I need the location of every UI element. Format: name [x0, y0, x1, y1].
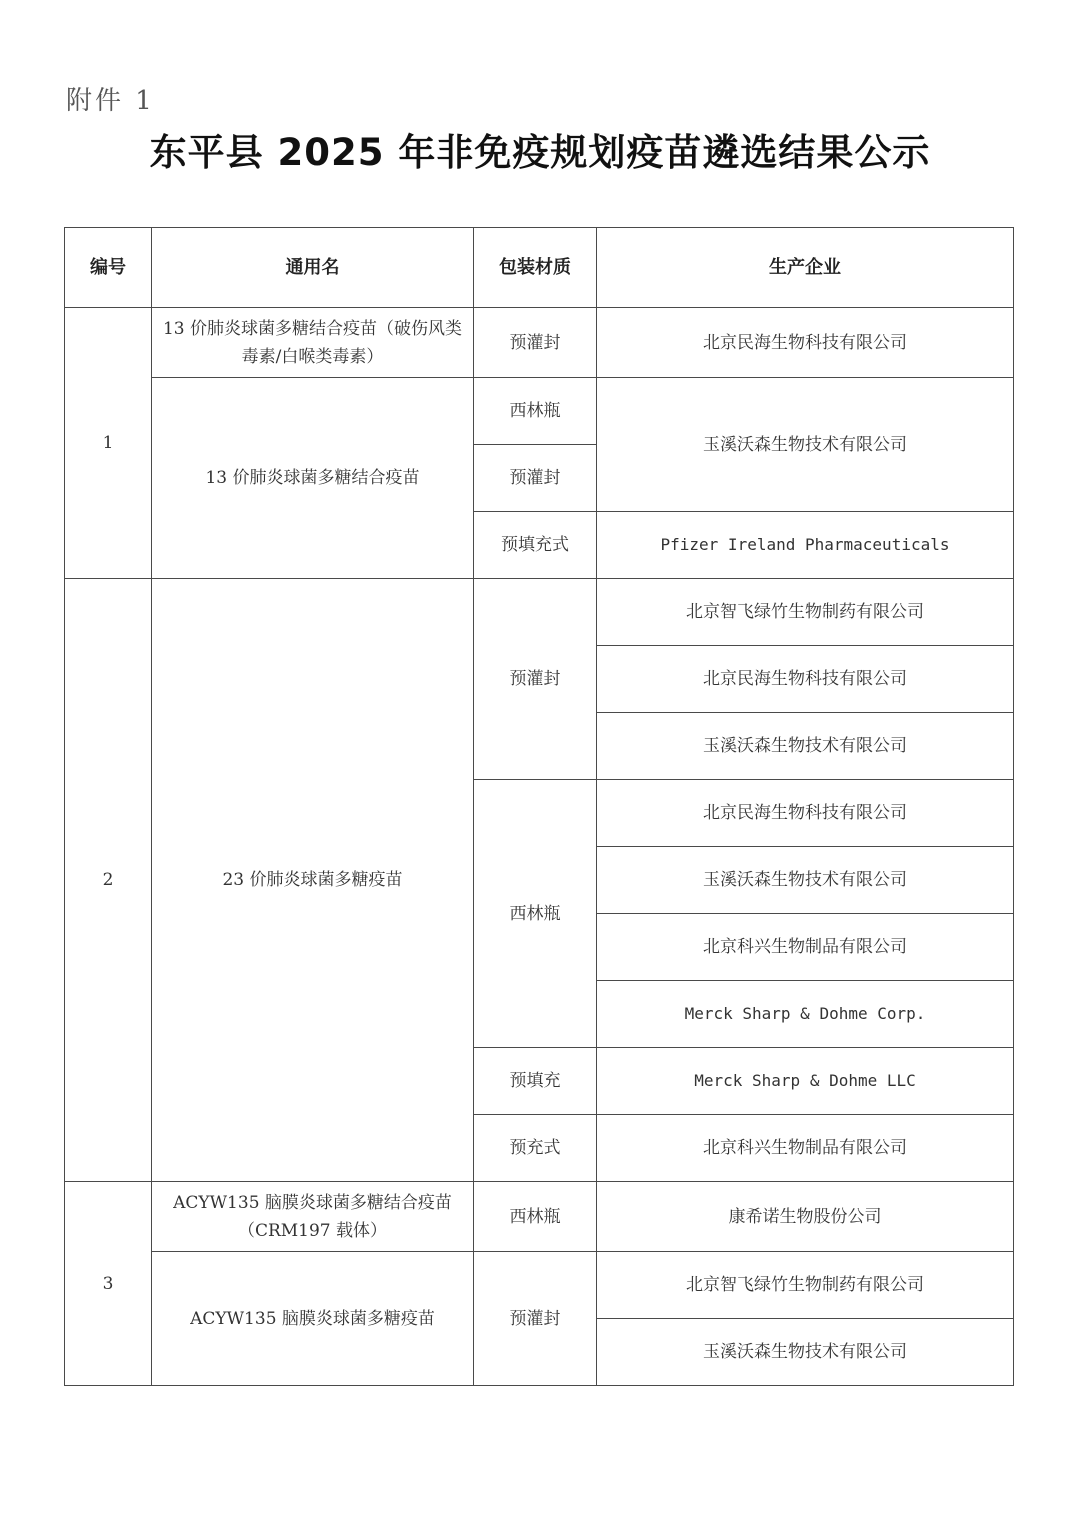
vaccine-selection-table [64, 227, 1014, 1386]
packaging-cell: 预灌封 [474, 445, 597, 512]
packaging-cell: 西林瓶 [474, 780, 597, 1048]
packaging-cell: 预充式 [474, 1115, 597, 1182]
manufacturer-cell: Pfizer Ireland Pharmaceuticals [597, 512, 1014, 579]
manufacturer-cell: 北京智飞绿竹生物制药有限公司 [597, 579, 1014, 646]
table-row [65, 1252, 1014, 1319]
table-row [65, 308, 1014, 378]
attachment-label: 附件 1 [66, 86, 155, 116]
manufacturer-cell: 北京民海生物科技有限公司 [597, 646, 1014, 713]
packaging-cell: 预灌封 [474, 308, 597, 378]
packaging-cell: 预填充式 [474, 512, 597, 579]
manufacturer-cell: Merck Sharp & Dohme Corp. [597, 981, 1014, 1048]
row-number: 2 [65, 579, 152, 1182]
manufacturer-cell: 北京科兴生物制品有限公司 [597, 914, 1014, 981]
header-number: 编号 [65, 228, 152, 308]
row-number: 3 [65, 1182, 152, 1386]
row-number: 1 [65, 308, 152, 579]
packaging-cell: 预灌封 [474, 1252, 597, 1386]
generic-name-cell: ACYW135 脑膜炎球菌多糖结合疫苗（CRM197 载体） [152, 1182, 474, 1252]
manufacturer-cell: 北京科兴生物制品有限公司 [597, 1115, 1014, 1182]
packaging-cell: 西林瓶 [474, 1182, 597, 1252]
manufacturer-cell: 北京智飞绿竹生物制药有限公司 [597, 1252, 1014, 1319]
table-row [65, 378, 1014, 445]
generic-name-cell: ACYW135 脑膜炎球菌多糖疫苗 [152, 1252, 474, 1386]
packaging-cell: 预灌封 [474, 579, 597, 780]
page-title: 东平县 2025 年非免疫规划疫苗遴选结果公示 [149, 131, 931, 174]
manufacturer-cell: 玉溪沃森生物技术有限公司 [597, 713, 1014, 780]
header-manufacturer: 生产企业 [597, 228, 1014, 308]
manufacturer-cell: 玉溪沃森生物技术有限公司 [597, 378, 1014, 512]
table-row [65, 579, 1014, 646]
packaging-cell: 西林瓶 [474, 378, 597, 445]
manufacturer-cell: 玉溪沃森生物技术有限公司 [597, 847, 1014, 914]
generic-name-cell: 13 价肺炎球菌多糖结合疫苗（破伤风类毒素/白喉类毒素） [152, 308, 474, 378]
table-header-row [65, 228, 1014, 308]
manufacturer-cell: 玉溪沃森生物技术有限公司 [597, 1319, 1014, 1386]
table-row [65, 1182, 1014, 1252]
generic-name-cell: 13 价肺炎球菌多糖结合疫苗 [152, 378, 474, 579]
manufacturer-cell: Merck Sharp & Dohme LLC [597, 1048, 1014, 1115]
header-packaging: 包装材质 [474, 228, 597, 308]
packaging-cell: 预填充 [474, 1048, 597, 1115]
manufacturer-cell: 北京民海生物科技有限公司 [597, 780, 1014, 847]
generic-name-cell: 23 价肺炎球菌多糖疫苗 [152, 579, 474, 1182]
header-generic-name: 通用名 [152, 228, 474, 308]
manufacturer-cell: 北京民海生物科技有限公司 [597, 308, 1014, 378]
manufacturer-cell: 康希诺生物股份公司 [597, 1182, 1014, 1252]
